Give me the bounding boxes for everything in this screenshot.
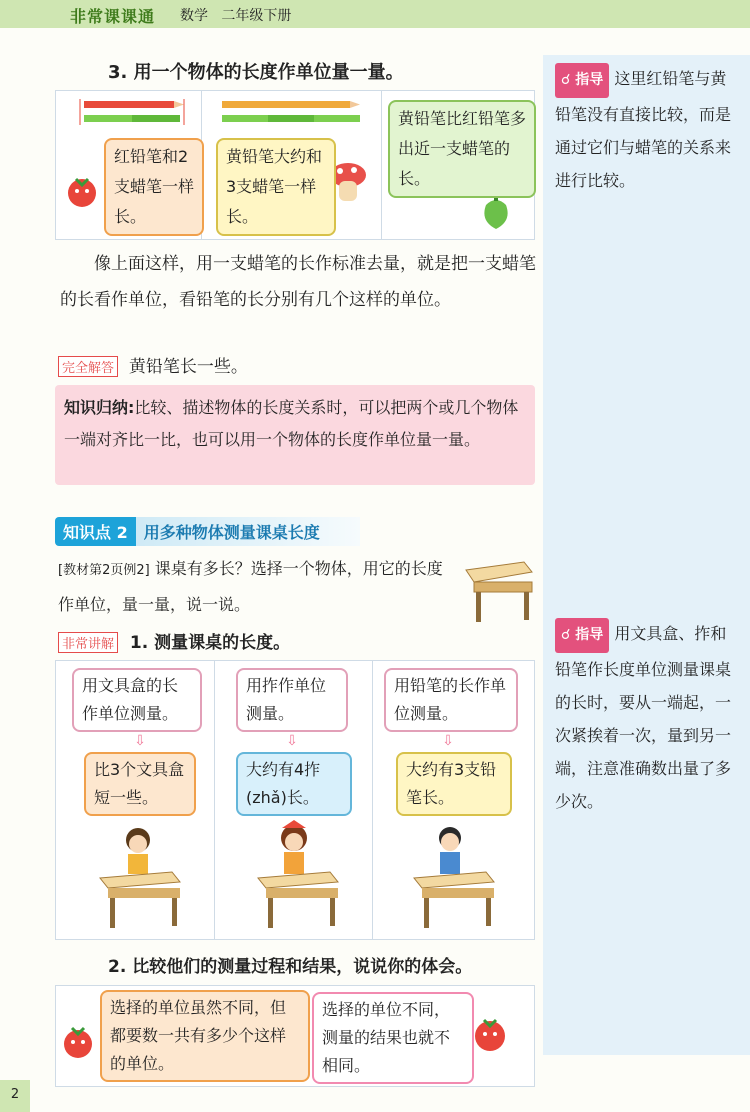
summary-label: 知识归纳: [64,398,135,417]
brand-title: 非常课课通 [70,7,156,26]
boy-pencil-measuring-figure [410,820,496,930]
guide-text: 这里红铅笔与黄铅笔没有直接比较，而是通过它们与蜡笔的关系来进行比较。 [555,69,732,190]
explanation-paragraph: 像上面这样，用一支蜡笔的长作标准去量，就是把一支蜡笔的长看作单位，看铅笔的长分别有几个这样的单位。 [60,254,536,310]
guide-note-1 [555,62,740,197]
example-ref: [教材第2页例2] [58,563,150,578]
method-1-how: 用文具盒的长作单位测量。 [72,668,202,732]
tomato-mascot-icon [64,171,100,211]
page-number: 2 [0,1080,30,1112]
method-3-result: 大约有3支铅笔长。 [396,752,512,816]
example-text: 课桌有多长？选择一个物体，用它的长度作单位，量一量，说一说。 [58,559,443,614]
explain-line [58,628,290,653]
girl-measuring-desk-figure [96,826,182,930]
method-2-how: 用拃作单位测量。 [236,668,348,732]
guide-tag: ☌ 指导 [555,618,609,653]
answer-line [58,352,248,377]
guide-note-2 [555,617,740,818]
reflection-bubble-2: 选择的单位不同，测量的结果也就不相同。 [312,992,474,1084]
guide-text: 用文具盒、拃和铅笔作长度单位测量课桌的长时，要从一端起，一次紧挨着一次，量到另一端，注意准确数出量了多少次。 [555,624,732,811]
girl-span-measuring-figure [254,820,340,930]
textbook-example [58,552,458,622]
answer-tag: 完全解答 [58,356,118,377]
tomato-mascot-icon [60,1018,96,1064]
speech-bubble-3: 黄铅笔比红铅笔多出近一支蜡笔的长。 [388,100,536,198]
kp-tag: 知识点 2 [55,517,136,546]
method-2-result: 大约有4拃(zhǎ)长。 [236,752,352,816]
subject-label: 数学 [180,8,208,24]
method-1-result: 比3个文具盒短一些。 [84,752,196,816]
kp-title: 用多种物体测量课桌长度 [136,517,360,546]
yellow-pencil-crayons-figure [216,99,366,125]
method-3-how: 用铅笔的长作单位测量。 [384,668,518,732]
summary-text: 比较、描述物体的长度关系时，可以把两个或几个物体一端对齐比一比，也可以用一个物体的长度作单位量一量。 [64,398,519,449]
down-arrow-icon: ⇩ [286,733,298,749]
speech-bubble-1: 红铅笔和2支蜡笔一样长。 [104,138,204,236]
item-2-title: 2. 比较他们的测量过程和结果，说说你的体会。 [108,957,473,977]
guide-tag: ☌ 指导 [555,63,609,98]
section-title: 3. 用一个物体的长度作单位量一量。 [108,62,404,83]
header-subject [180,5,291,25]
desk-illustration [462,558,534,624]
down-arrow-icon: ⇩ [134,733,146,749]
grade-label: 二年级下册 [221,8,292,24]
explain-item-1: 1. 测量课桌的长度。 [129,633,291,653]
sidebar-notes [543,55,750,1055]
red-pencil-crayons-figure [76,99,196,125]
knowledge-point-heading [55,517,360,547]
summary-text-block [64,392,530,456]
answer-text: 黄铅笔长一些。 [128,357,248,377]
explain-tag: 非常讲解 [58,632,118,653]
down-arrow-icon: ⇩ [442,733,454,749]
reflection-bubble-1: 选择的单位虽然不同，但都要数一共有多少个这样的单位。 [100,990,310,1082]
speech-bubble-2: 黄铅笔大约和3支蜡笔一样长。 [216,138,336,236]
tomato-mascot-icon [470,1012,510,1054]
